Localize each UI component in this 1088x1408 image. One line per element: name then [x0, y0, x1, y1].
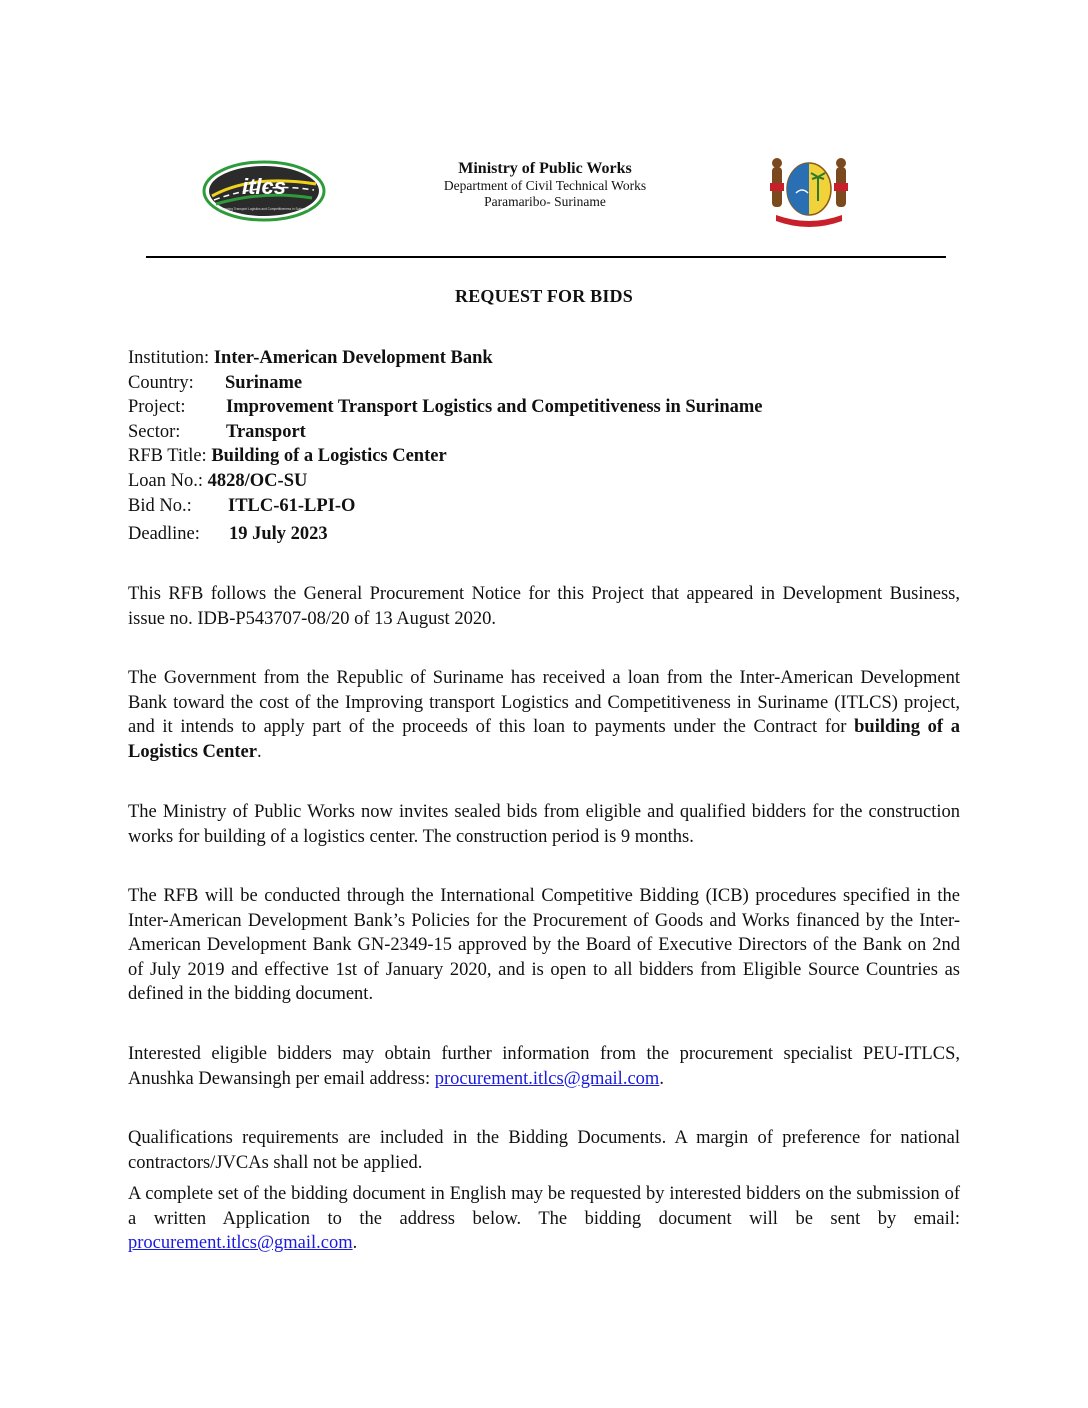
sector-value: Transport — [226, 421, 306, 442]
bid-row — [128, 494, 763, 519]
institution-label: Institution: — [128, 348, 210, 368]
deadline-value: 19 July 2023 — [229, 524, 328, 545]
paragraph-contact — [128, 1042, 960, 1091]
procurement-email-link[interactable]: procurement.itlcs@gmail.com — [434, 1068, 660, 1089]
rfb-title-row — [128, 444, 763, 469]
rfb-title-value: Building of a Logistics Center — [211, 446, 447, 467]
city-name: Paramaribo- Suriname — [484, 194, 606, 209]
project-value: Improvement Transport Logistics and Competitiveness in Suriname — [226, 397, 763, 418]
sector-label: Sector: — [128, 421, 181, 442]
sector-row — [128, 420, 763, 445]
loan-label: Loan No.: — [128, 470, 204, 491]
country-label: Country: — [128, 372, 194, 393]
paragraph-procedures: The RFB will be conducted through the International Competitive Bidding (ICB) procedures specified in the Inter-American Development Bank’s Policies for the Procurement of Goods and Works financed by the Inter-American Development Bank GN-2349-15 approved by the Board of Executive Directors of the Bank on 2nd of July 2019 and effective 1st of January 2020, and is open to all bidders from Eligible Source Countries as defined in the bidding document. — [128, 886, 960, 1005]
paragraph-loan-end: . — [256, 741, 262, 762]
deadline-row — [128, 522, 763, 547]
document-title: REQUEST FOR BIDS — [455, 286, 633, 306]
header-divider — [146, 256, 946, 258]
logo-tagline: Improving Transport Logistics and Competitiveness in Suriname — [218, 207, 310, 211]
paragraph-contact-end: . — [659, 1068, 664, 1089]
rfb-title-label: RFB Title: — [128, 446, 207, 467]
loan-value: 4828/OC-SU — [207, 470, 308, 491]
institution-value: Inter-American Development Bank — [213, 348, 493, 368]
project-row — [128, 395, 763, 420]
country-row — [128, 371, 763, 396]
paragraph-loan-text: The Government from the Republic of Suriname has received a loan from the Inter-American Development Bank toward the cost of the Improving transport Logistics and Competitiveness in Suriname (ITLCS) project, and it intends to apply part of the proceeds of this loan to payments under the Contract for — [128, 668, 960, 738]
institution-row — [128, 346, 763, 371]
paragraph-loan-bold: building of a Logistics Center — [128, 717, 960, 762]
bidding-email-link[interactable]: procurement.itlcs@gmail.com — [128, 1233, 353, 1254]
paragraph-invitation: The Ministry of Public Works now invites sealed bids from eligible and qualified bidders for the construction works for building of a logistics center. The construction period is 9 months. — [128, 802, 960, 847]
bid-label: Bid No.: — [128, 495, 192, 516]
deadline-label: Deadline: — [128, 524, 200, 545]
paragraph-bidding-document-text: A complete set of the bidding document in English may be requested by interested bidders on the submission of a written Application to the address below. The bidding document will be sent by email: — [128, 1184, 960, 1229]
header-letterhead — [380, 160, 710, 210]
paragraph-gpn: This RFB follows the General Procurement Notice for this Project that appeared in Development Business, issue no. IDB-P543707-08/20 of 13 August 2020. — [128, 584, 960, 629]
paragraph-contact-text: Interested eligible bidders may obtain further information from the procurement specialist PEU-ITLCS, Anushka Dewansingh per email address: — [128, 1044, 960, 1089]
bid-value: ITLC-61-LPI-O — [228, 495, 356, 516]
loan-row — [128, 469, 763, 494]
paragraph-bidding-document-end: . — [352, 1233, 358, 1254]
paragraph-bidding-document — [128, 1182, 960, 1256]
paragraph-loan — [128, 666, 960, 764]
country-value: Suriname — [225, 372, 303, 393]
logo-wordmark: itlcs — [241, 174, 287, 199]
itlcs-logo-icon — [202, 160, 326, 222]
paragraph-qualifications: Qualifications requirements are included in the Bidding Documents. A margin of preference for national contractors/JVCAs shall not be applied. — [128, 1128, 960, 1173]
project-label: Project: — [128, 397, 186, 418]
suriname-coat-of-arms-icon — [766, 153, 852, 227]
bid-info-block — [128, 346, 763, 547]
ministry-name: Ministry of Public Works — [458, 160, 632, 177]
department-name: Department of Civil Technical Works — [443, 178, 647, 193]
